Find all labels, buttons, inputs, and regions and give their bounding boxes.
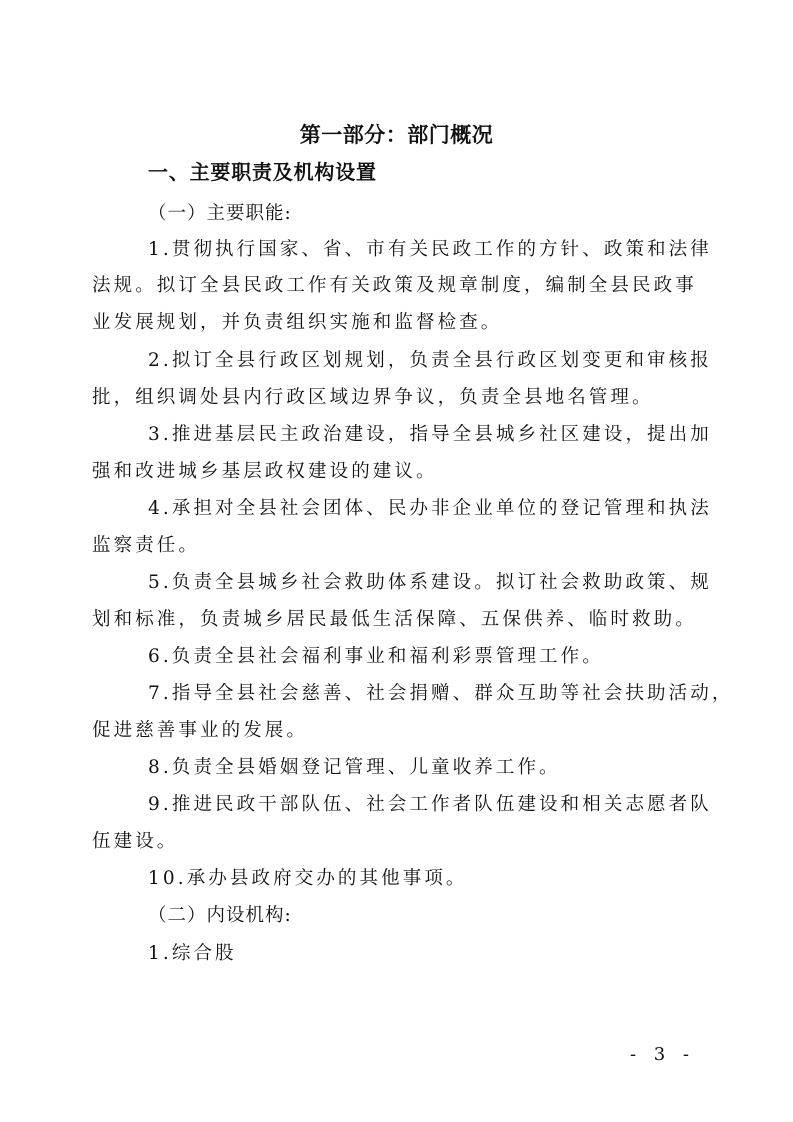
page-number: - 3 - bbox=[629, 1044, 695, 1065]
paragraph-line: 2.拟订全县行政区划规划，负责全县行政区划变更和审核报 bbox=[148, 350, 712, 371]
subsection-heading-departments: （二）内设机构: bbox=[148, 905, 292, 926]
paragraph-line: 监察责任。 bbox=[92, 535, 201, 556]
paragraph-line: 划和标准，负责城乡居民最低生活保障、五保供养、临时救助。 bbox=[92, 609, 697, 630]
paragraph-line: 促进慈善事业的发展。 bbox=[92, 720, 309, 741]
paragraph-line: 10.承办县政府交办的其他事项。 bbox=[148, 868, 468, 889]
paragraph-line: 1.贯彻执行国家、省、市有关民政工作的方针、政策和法律 bbox=[148, 239, 712, 260]
paragraph-line: 伍建设。 bbox=[92, 831, 179, 852]
paragraph-line: 4.承担对全县社会团体、民办非企业单位的登记管理和执法 bbox=[148, 498, 712, 519]
paragraph-line: 7.指导全县社会慈善、社会捐赠、群众互助等社会扶助活动， bbox=[148, 683, 734, 704]
section-heading: 一、主要职责及机构设置 bbox=[148, 160, 377, 184]
paragraph-line: 批，组织调处县内行政区域边界争议，负责全县地名管理。 bbox=[92, 387, 654, 408]
paragraph-line: 5.负责全县城乡社会救助体系建设。拟订社会救助政策、规 bbox=[148, 572, 712, 593]
paragraph-line: 8.负责全县婚姻登记管理、儿童收养工作。 bbox=[148, 757, 561, 778]
page-title: 第一部分：部门概况 bbox=[299, 123, 494, 147]
paragraph-line: 3.推进基层民主政治建设，指导全县城乡社区建设，提出加 bbox=[148, 424, 712, 445]
subsection-heading-functions: （一）主要职能: bbox=[148, 203, 292, 224]
paragraph-line: 6.负责全县社会福利事业和福利彩票管理工作。 bbox=[148, 646, 604, 667]
paragraph-line: 9.推进民政干部队伍、社会工作者队伍建设和相关志愿者队 bbox=[148, 794, 712, 815]
paragraph-line: 1.综合股 bbox=[148, 943, 237, 964]
paragraph-line: 法规。拟订全县民政工作有关政策及规章制度，编制全县民政事 bbox=[92, 275, 697, 296]
paragraph-line: 强和改进城乡基层政权建设的建议。 bbox=[92, 461, 438, 482]
paragraph-line: 业发展规划，并负责组织实施和监督检查。 bbox=[92, 312, 503, 333]
